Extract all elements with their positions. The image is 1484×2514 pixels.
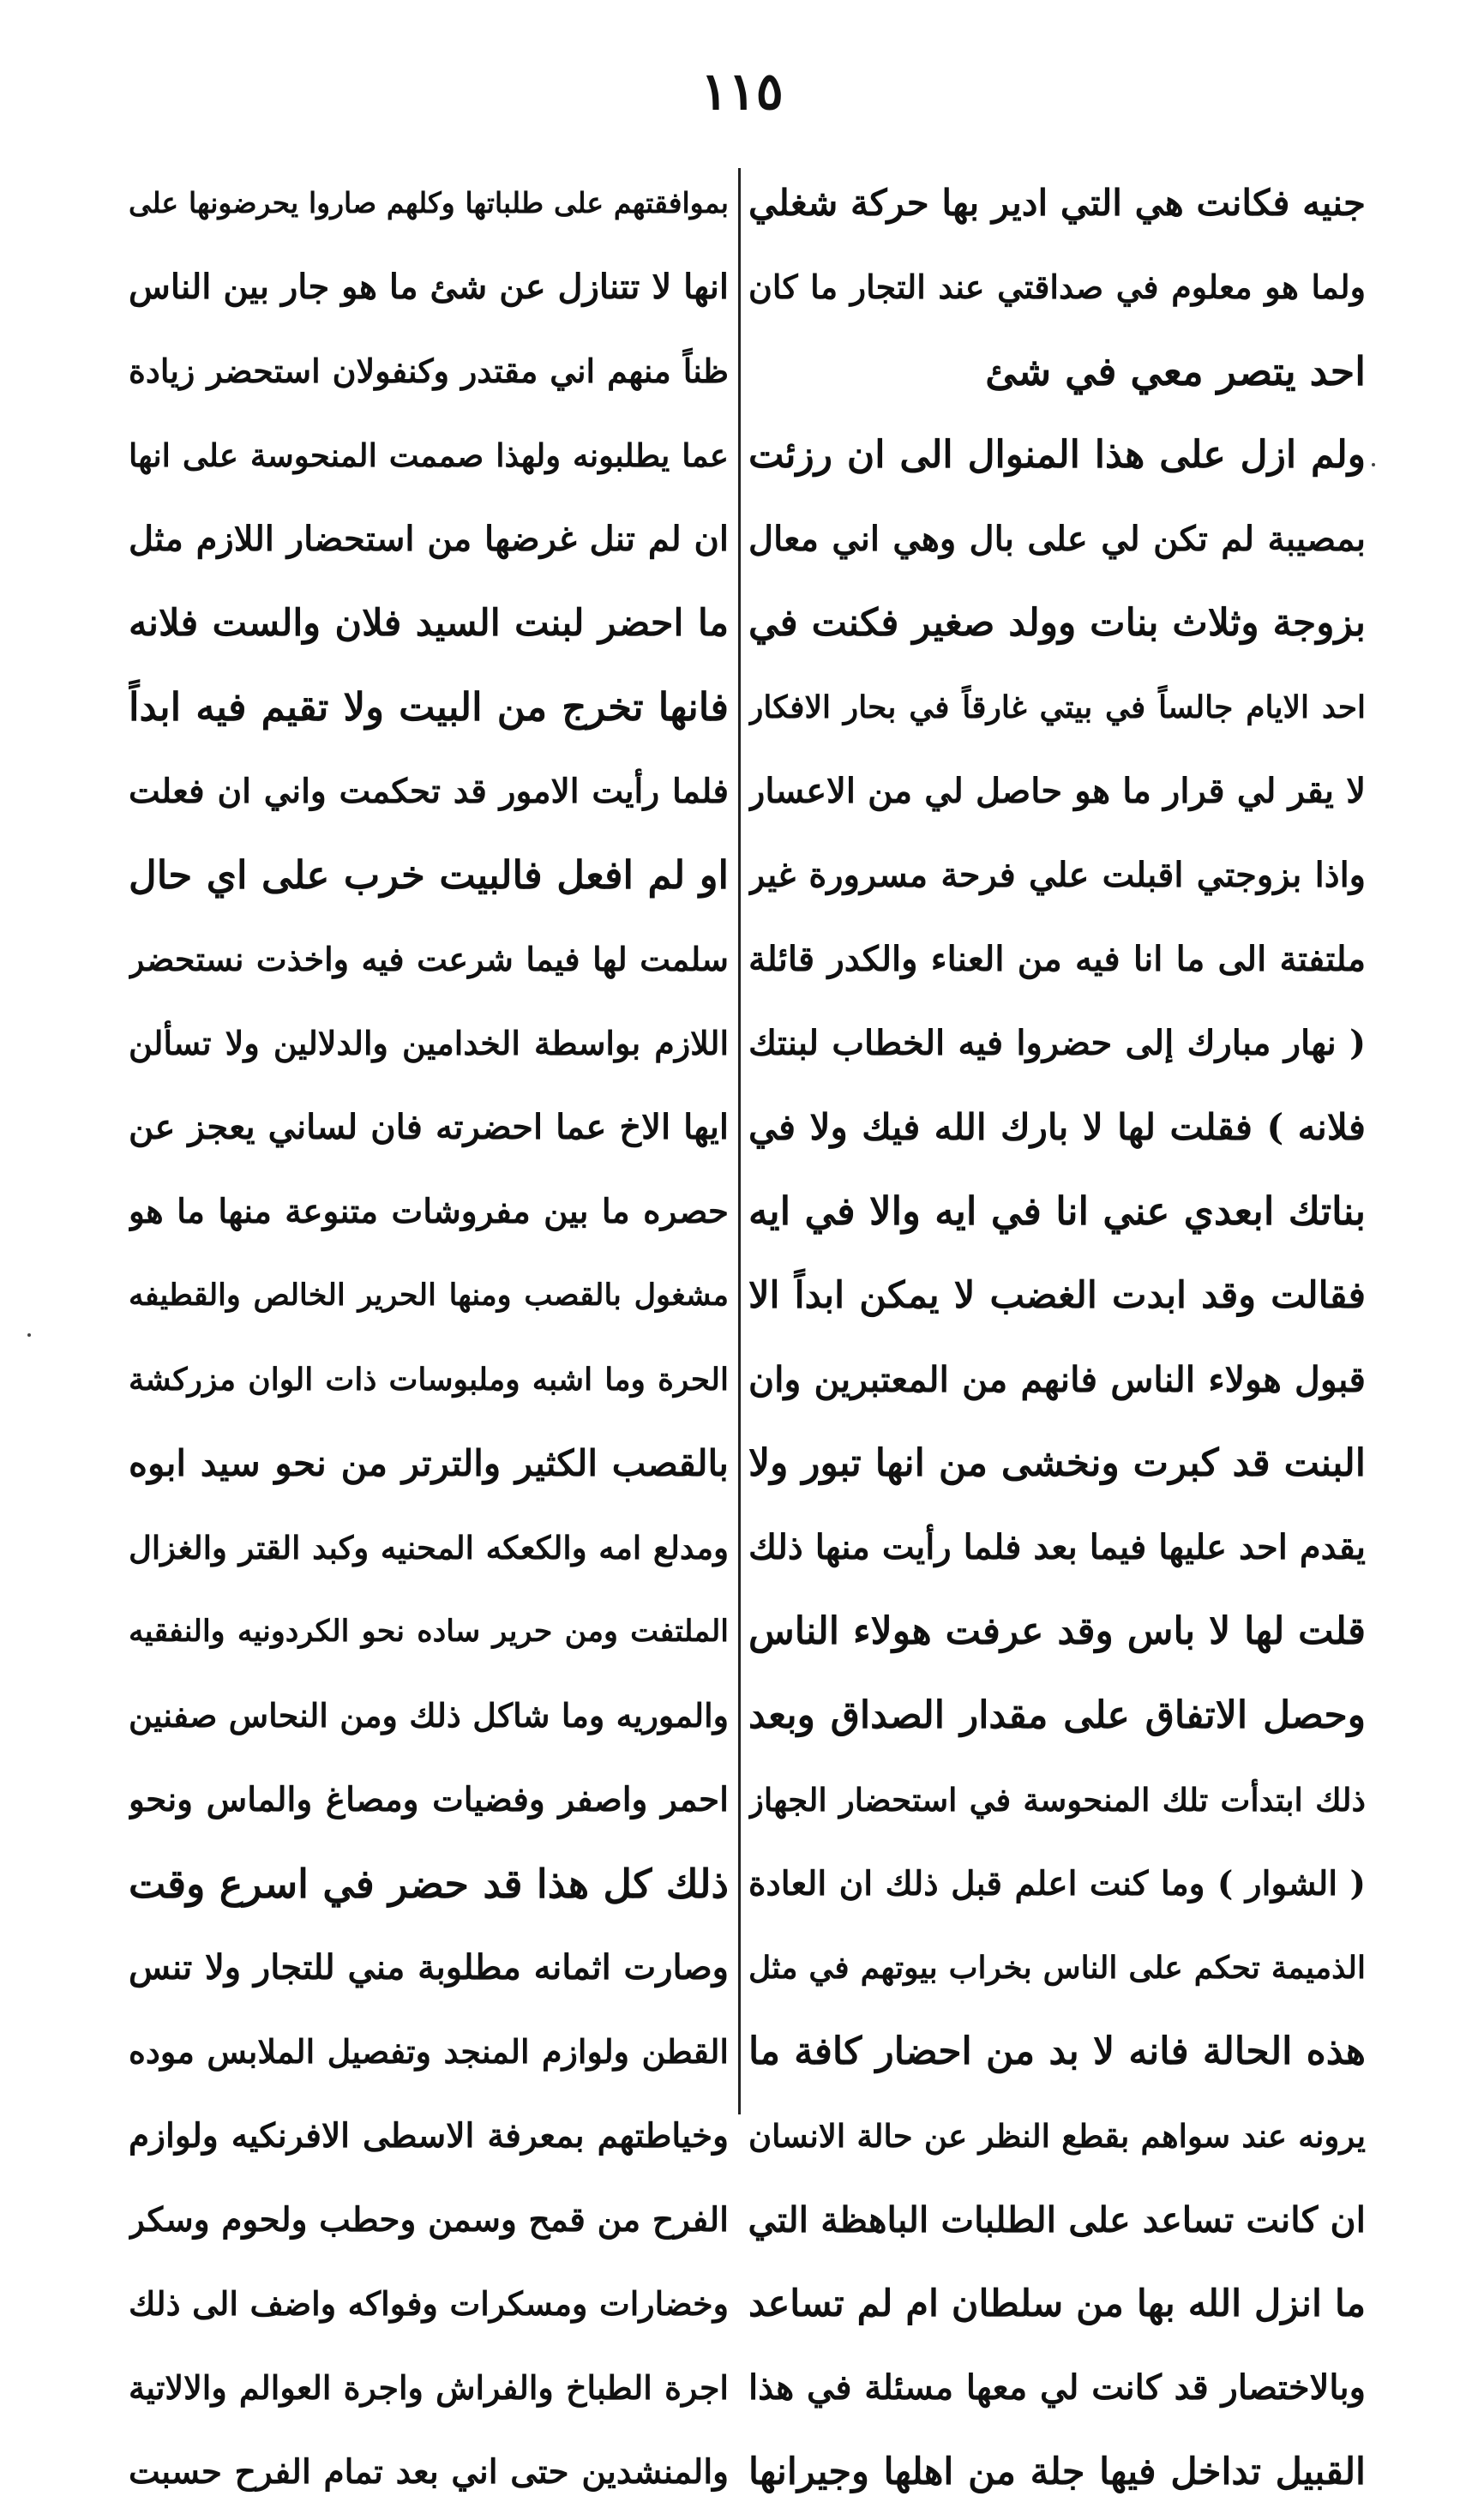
text-line: والموريه وما شاكل ذلك ومن النحاس صفنين [129,1696,729,1735]
text-line: لا يقر لي قرار ما هو حاصل لي من الاعسار [748,771,1366,811]
text-line: احمر واصفر وفضيات ومصاغ والماس ونحو [129,1780,729,1819]
text-line: فقالت وقد ابدت الغضب لا يمكن ابداً الا [748,1274,1366,1317]
text-line: فلانه ) فقلت لها لا بارك الله فيك ولا في [748,1106,1366,1148]
text-line: مشغول بالقصب ومنها الحرير الخالص والقطيفه [129,1278,729,1313]
text-line: اجرة الطباخ والفراش واجرة العوالم والالاتية [129,2368,729,2407]
column-divider [738,168,741,2114]
text-line: حصره ما بين مفروشات متنوعة منها ما هو [129,1192,729,1231]
text-line: احد يتصر معي في شئ [985,348,1366,394]
left-text-column [129,161,729,2514]
text-line: ومدلع امه والكعكه المحنيه وكبد القتر والغزال [129,1529,729,1567]
text-line: احد الايام جالساً في بيتي غارقاً في بحار الافكار [748,689,1366,725]
text-line: انها لا تتنازل عن شئ ما هو جار بين الناس [129,267,729,307]
text-line: البنت قد كبرت ونخشى من انها تبور ولا [748,1441,1366,1485]
text-line: قبول هولاء الناس فانهم من المعتبرين وان [748,1359,1366,1400]
text-line: الملتفت ومن حرير ساده نحو الكردونيه والنفقيه [129,1614,729,1649]
text-line: بالقصب الكثير والترتر من نحو سيد ابوه [129,1442,729,1484]
text-line: القطن ولوازم المنجد وتفصيل الملابس موده [129,2032,729,2071]
text-line: اللازم بواسطة الخدامين والدلالين ولا تسألن [129,1024,729,1062]
text-line: والمنشدين حتى اني بعد تمام الفرح حسبت [129,2452,729,2492]
text-line: ظناً منهم اني مقتدر وكنفولان استحضر زيادة [129,352,729,390]
print-speck [1372,463,1375,466]
text-line: جنيه فكانت هي التي ادير بها حركة شغلي [748,182,1366,224]
text-line: ملتفتة الى ما انا فيه من العناء والكدر قائلة [748,939,1366,979]
text-line: بمصيبة لم تكن لي على بال وهي اني معال [748,519,1366,559]
text-line: وبالاختصار قد كانت لي معها مسئلة في هذا [748,2367,1366,2408]
text-line: واذا بزوجتي اقبلت علي فرحة مسرورة غير [748,855,1366,895]
text-line: وصارت اثمانه مطلوبة مني للتجار ولا تنس [129,1947,729,1988]
text-line: ذلك كل هذا قد حضر في اسرع وقت [129,1861,729,1907]
text-line: ( الشوار ) وما كنت اعلم قبل ذلك ان العادة [748,1864,1366,1904]
text-line: يقدم احد عليها فيما بعد فلما رأيت منها ذلك [748,1527,1366,1567]
text-line: ولما هو معلوم في صداقتي عند التجار ما كان [748,268,1366,306]
text-line: ذلك ابتدأت تلك المنحوسة في استحضار الجهاز [748,1781,1366,1819]
text-line: فلما رأيت الامور قد تحكمت واني ان فعلت [129,772,729,811]
text-line: وخياطتهم بمعرفة الاسطى الافرنكيه ولوازم [129,2116,729,2156]
print-speck [27,1333,31,1337]
text-line: سلمت لها فيما شرعت فيه واخذت نستحضر [129,940,729,978]
right-text-column [748,161,1366,2514]
text-line: ايها الاخ عما احضرته فان لساني يعجز عن [129,1107,729,1147]
text-line: ما انزل الله بها من سلطان ام لم تساعد [748,2282,1366,2325]
text-line: وحصل الاتفاق على مقدار الصداق وبعد [748,1693,1366,1737]
text-line: الحرة وما اشبه وملبوسات ذات الوان مزركشة [129,1362,729,1398]
text-line: القبيل تداخل فيها جلة من اهلها وجيرانها [748,2451,1366,2493]
text-line: وخضارات ومسكرات وفواكه واضف الى ذلك [129,2284,729,2323]
text-line: فانها تخرج من البيت ولا تقيم فيه ابداً [129,684,729,730]
text-line: الذميمة تحكم على الناس بخراب بيوتهم في مثل [748,1950,1366,1986]
text-line: هذه الحالة فانه لا بد من احضار كافة ما [748,2030,1366,2073]
text-line: ما احضر لبنت السيد فلان والست فلانه [129,602,729,645]
text-line: ان كانت تساعد على الطلبات الباهظة التي [748,2199,1366,2240]
text-line: او لم افعل فالبيت خرب على اي حال [129,852,729,898]
text-line: قلت لها لا باس وقد عرفت هولاء الناس [748,1609,1366,1653]
text-line: بزوجة وثلاث بنات وولد صغير فكنت في [748,601,1366,645]
page-number: ١١٥ [700,62,784,122]
text-line: ولم ازل على هذا المنوال الى ان رزئت [748,433,1366,477]
text-line: ان لم تنل غرضها من استحضار اللازم مثل [129,519,729,559]
text-line: بناتك ابعدي عني انا في ايه والا في ايه [748,1188,1366,1234]
text-line: بموافقتهم على طلباتها وكلهم صاروا يحرضونها على [129,186,729,220]
text-line: يرونه عند سواهم بقطع النظر عن حالة الانسان [748,2117,1366,2155]
text-line: عما يطلبونه ولهذا صممت المنحوسة على انها [129,436,729,474]
text-line: ( نهار مبارك إلى حضروا فيه الخطاب لبنتك [748,1023,1366,1063]
text-line: الفرح من قمح وسمن وحطب ولحوم وسكر [129,2200,729,2240]
